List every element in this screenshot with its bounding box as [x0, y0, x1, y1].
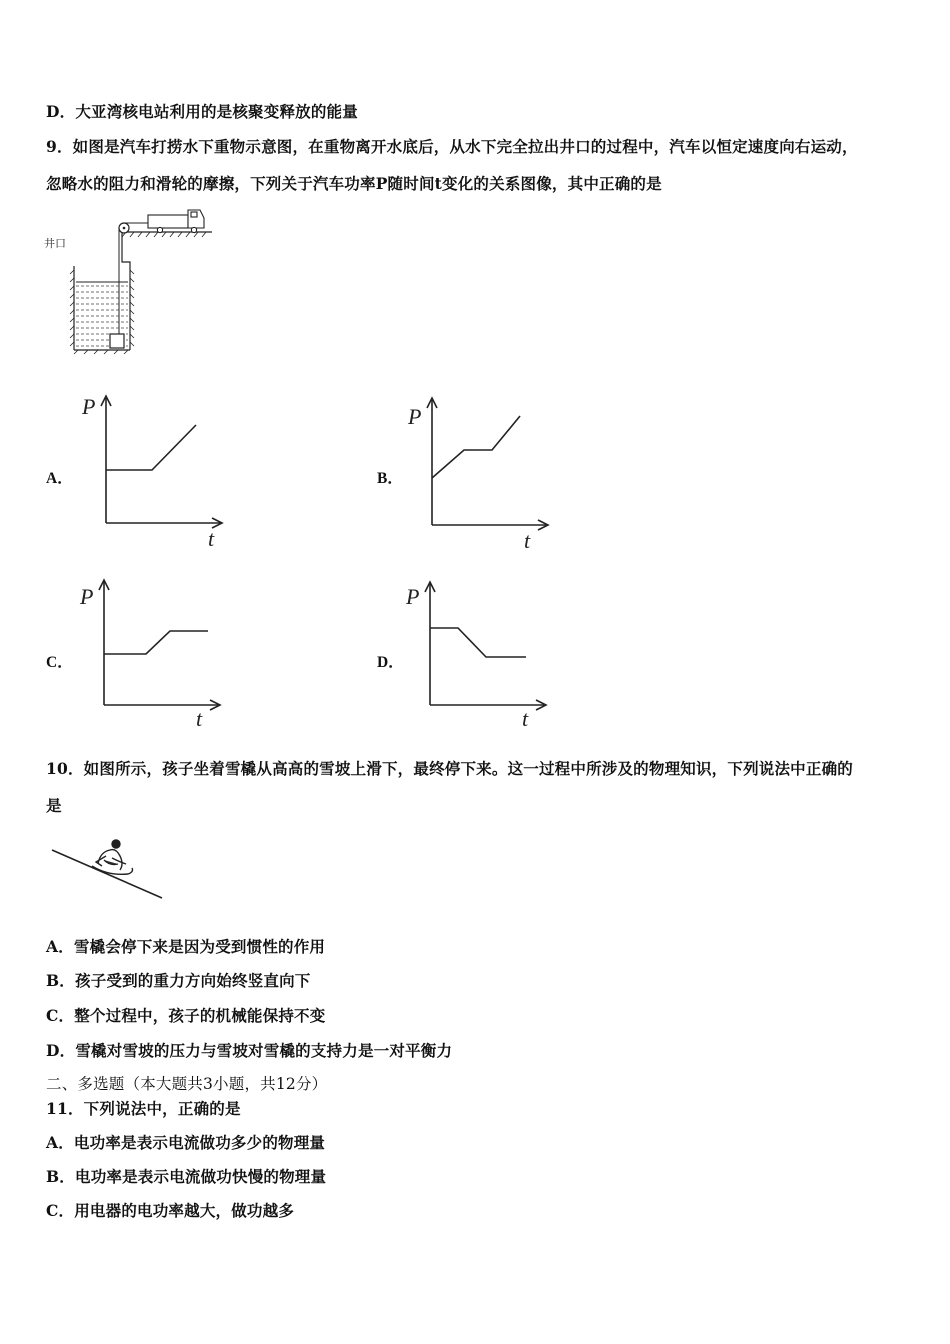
q11-option-b: B．电功率是表示电流做功快慢的物理量: [46, 1167, 327, 1186]
section-2-heading: 二、多选题（本大题共3小题，共12分）: [46, 1075, 328, 1093]
q9-option-b-graph: [406, 392, 556, 552]
q11-option-c: C．用电器的电功率越大，做功越多: [46, 1201, 295, 1220]
q10-option-d: D．雪橇对雪坡的压力与雪坡对雪橇的支持力是一对平衡力: [46, 1041, 453, 1060]
well-truck-figure: [44, 204, 224, 356]
graph-d-x-label: t: [522, 706, 529, 731]
q9-stem-line2: 忽略水的阻力和滑轮的摩擦，下列关于汽车功率P随时间t变化的关系图像，其中正确的是: [46, 174, 662, 193]
graph-a-x-label: t: [208, 526, 215, 551]
graph-a-y-label: P: [82, 394, 96, 419]
q11-option-a: A．电功率是表示电流做功多少的物理量: [46, 1133, 326, 1152]
well-label: 井口: [44, 237, 66, 250]
q9-option-b-label: B．: [377, 470, 403, 487]
q9-option-c-label: C．: [46, 654, 73, 671]
q10-stem-line2: 是: [46, 796, 62, 815]
q9-option-a-graph: [80, 390, 230, 550]
graph-b-curve: [432, 416, 520, 478]
sled-slope-figure: [50, 834, 170, 904]
graph-a-curve: [106, 425, 196, 470]
q10-stem-line1: 10．如图所示，孩子坐着雪橇从高高的雪坡上滑下，最终停下来。这一过程中所涉及的物理知识，下列说法中正确的: [46, 759, 853, 778]
truck: [148, 210, 204, 233]
q11-stem: 11．下列说法中，正确的是: [46, 1099, 241, 1118]
q9-option-c-graph: [78, 574, 228, 734]
q10-option-b: B．孩子受到的重力方向始终竖直向下: [46, 971, 311, 990]
child-on-sled: [92, 840, 133, 874]
heavy-object: [110, 334, 124, 348]
slope-line: [52, 850, 162, 898]
graph-b-y-label: P: [408, 404, 422, 429]
q8-option-d: D．大亚湾核电站利用的是核聚变释放的能量: [46, 102, 358, 121]
q10-option-c: C．整个过程中，孩子的机械能保持不变: [46, 1006, 326, 1025]
q9-option-d-label: D．: [377, 654, 404, 671]
graph-d-curve: [430, 628, 526, 657]
q10-option-a: A．雪橇会停下来是因为受到惯性的作用: [46, 937, 326, 956]
graph-c-curve: [104, 631, 208, 654]
graph-b-x-label: t: [524, 528, 531, 553]
q9-stem-line1: 9．如图是汽车打捞水下重物示意图，在重物离开水底后，从水下完全拉出井口的过程中，汽车以恒定速度向右运动，: [46, 137, 858, 156]
graph-d-y-label: P: [406, 584, 420, 609]
graph-c-y-label: P: [80, 584, 94, 609]
q9-option-d-graph: [404, 576, 554, 736]
graph-c-x-label: t: [196, 706, 203, 731]
q9-option-a-label: A．: [46, 470, 73, 487]
